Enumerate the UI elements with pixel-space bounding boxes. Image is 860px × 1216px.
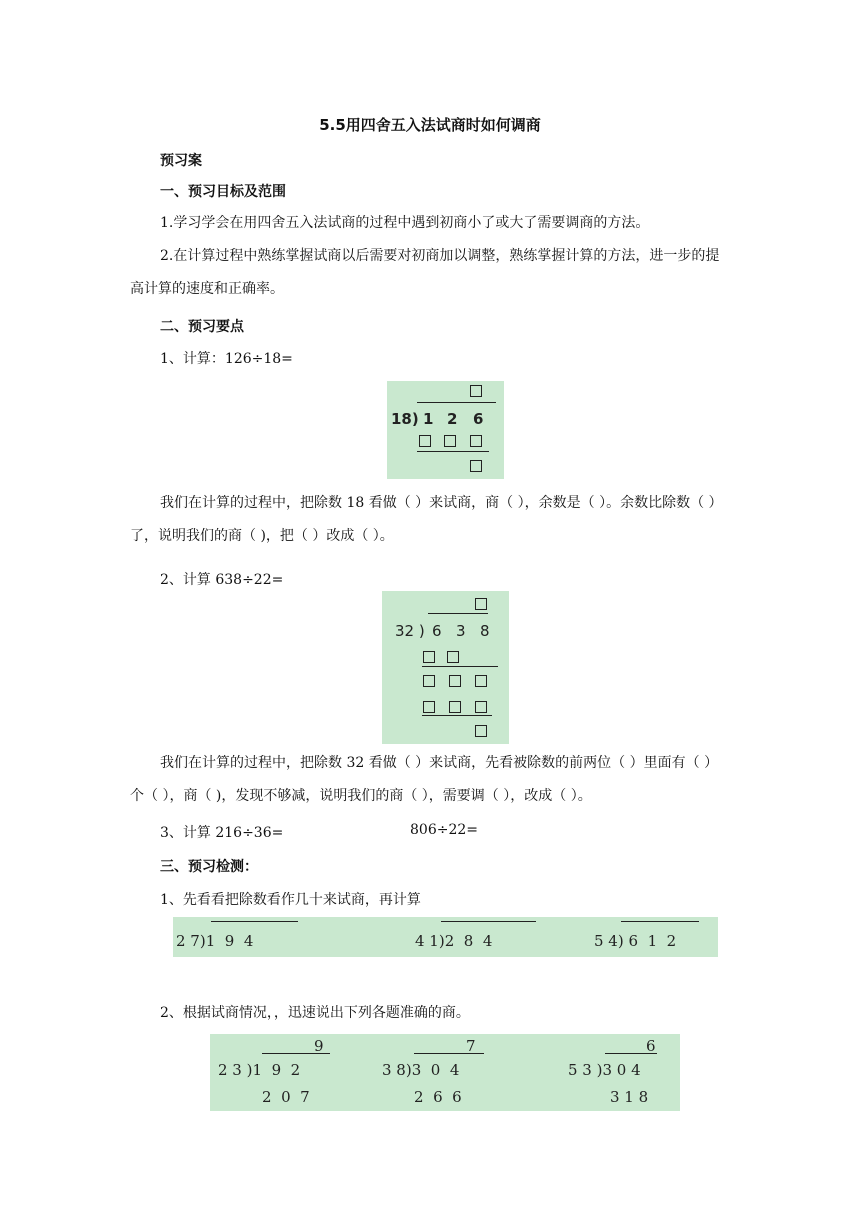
question-3a: 3、计算 216÷36= (160, 825, 284, 841)
check-question-1: 1、先看看把除数看作几十来试商，再计算 (160, 892, 421, 908)
dividend: 2 8 4 (444, 932, 493, 950)
long-division-figure-1 (387, 381, 504, 479)
quotient-blank (470, 385, 482, 397)
division-bar (428, 613, 488, 614)
remainder-blank (449, 675, 461, 687)
check-problems-2 (210, 1034, 680, 1111)
dividend-digit: 6 (473, 410, 484, 428)
division-bar (621, 921, 699, 922)
problem-3: 5 4) 6 1 2 (594, 932, 677, 950)
quotient: 9 (314, 1037, 324, 1055)
dividend: 3 0 4 (411, 1061, 460, 1079)
divisor: 32 ) (395, 622, 425, 640)
product-blank (423, 651, 435, 663)
product-blank (447, 651, 459, 663)
question-3b: 806÷22= (410, 822, 478, 838)
dividend: 1 9 4 (205, 932, 254, 950)
product: 2 6 6 (414, 1088, 462, 1106)
division-bar (605, 1053, 657, 1054)
product: 2 0 7 (262, 1088, 310, 1106)
section1-item2: 2.在计算过程中熟练掌握试商以后需要对初商加以调整，熟练掌握计算的方法，进一步的提高计算的速度和正确率。 (130, 248, 720, 297)
dividend-digit: 3 (456, 622, 466, 640)
product-blank (449, 701, 461, 713)
product-blank (444, 435, 456, 447)
long-division-figure-2 (382, 591, 509, 744)
question-2: 2、计算 638÷22= (160, 572, 284, 588)
division-bar (417, 402, 496, 403)
subtraction-line (422, 666, 498, 667)
product-blank (423, 701, 435, 713)
section1-item1: 1.学习学会在用四舍五入法试商的过程中遇到初商小了或大了需要调商的方法。 (160, 215, 650, 231)
divisor: 2 7 (176, 932, 200, 950)
divisor: 5 3 (568, 1061, 592, 1079)
divisor: 4 1 (415, 932, 439, 950)
division-bar (414, 1053, 484, 1054)
division-bar (262, 1053, 330, 1054)
divisor: 18) (391, 410, 419, 428)
remainder-blank (423, 675, 435, 687)
dividend: 6 1 2 (623, 932, 677, 950)
quotient-blank (475, 598, 487, 610)
dividend-digit: 8 (480, 622, 490, 640)
problem-3: 5 3 )3 0 4 (568, 1061, 641, 1079)
dividend: 3 0 4 (602, 1061, 641, 1079)
remainder-blank (475, 725, 487, 737)
dividend-digit: 2 (447, 410, 458, 428)
preview-case-label: 预习案 (160, 153, 202, 169)
dividend-digit: 1 (423, 410, 434, 428)
problem-2: 4 1)2 8 4 (415, 932, 493, 950)
subtraction-line (417, 451, 489, 452)
quotient: 7 (466, 1037, 476, 1055)
dividend: 1 9 2 (252, 1061, 301, 1079)
remainder-blank (475, 675, 487, 687)
problem-2: 3 8)3 0 4 (382, 1061, 460, 1079)
quotient: 6 (646, 1037, 656, 1055)
divisor: 2 3 (218, 1061, 242, 1079)
remainder-blank (470, 460, 482, 472)
divisor: 5 4 (594, 932, 618, 950)
problem-1: 2 7)1 9 4 (176, 932, 254, 950)
problem-1: 2 3 )1 9 2 (218, 1061, 301, 1079)
product-blank (470, 435, 482, 447)
division-bar (211, 921, 298, 922)
question-1-text: 我们在计算的过程中，把除数 18 看做（ ）来试商，商（ ），余数是（ ）。余数比除数（ ）了，说明我们的商（ )，把（ ）改成（ ）。 (130, 495, 723, 544)
division-bar (441, 921, 536, 922)
check-question-2: 2、根据试商情况，，迅速说出下列各题准确的商。 (160, 1005, 470, 1021)
page-title: 5.5用四舍五入法试商时如何调商 (319, 116, 541, 134)
question-2-text: 我们在计算的过程中，把除数 32 看做（ ）来试商，先看被除数的前两位（ ）里面有（ ）个（ ），商（ )，发现不够减，说明我们的商（ ），需要调（ ），改成（ ）。 (130, 755, 719, 804)
question-1: 1、计算：126÷18= (160, 351, 293, 367)
section1-heading: 一、预习目标及范围 (160, 184, 286, 200)
section3-heading: 三、预习检测： (160, 859, 258, 875)
product-blank (419, 435, 431, 447)
product-blank (475, 701, 487, 713)
dividend-digit: 6 (432, 622, 442, 640)
check-problems-1 (173, 917, 718, 957)
divisor: 3 8 (382, 1061, 406, 1079)
subtraction-line (422, 715, 492, 716)
product: 3 1 8 (610, 1088, 649, 1106)
section2-heading: 二、预习要点 (160, 319, 244, 335)
